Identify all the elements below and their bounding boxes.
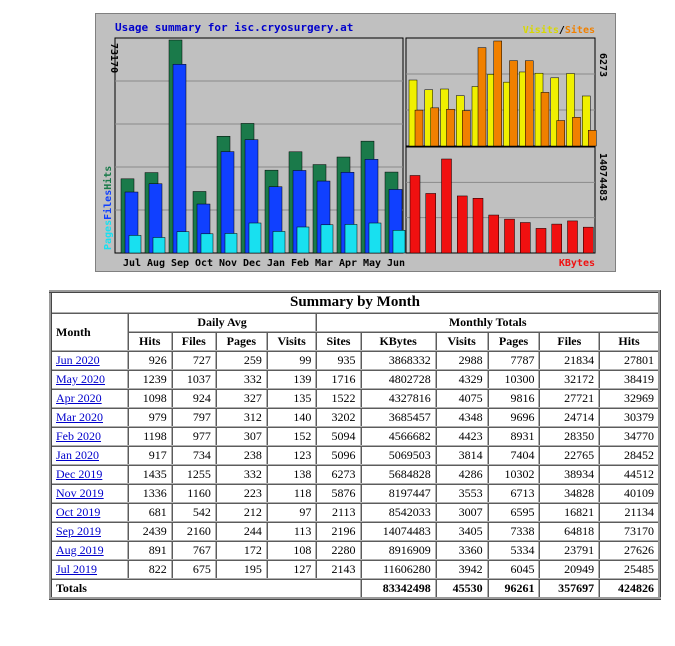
table-cell: 5096 bbox=[316, 446, 360, 465]
kbytes-bar bbox=[426, 193, 436, 253]
table-cell: 118 bbox=[267, 484, 317, 503]
table-row bbox=[51, 560, 660, 579]
sites-bar bbox=[510, 61, 518, 146]
table-cell: 307 bbox=[216, 427, 267, 446]
left-ymax-label: 73170 bbox=[108, 43, 119, 74]
column-header: KBytes bbox=[361, 332, 436, 351]
left-axis-label: PagesFilesHits bbox=[103, 165, 114, 250]
table-cell: 5069503 bbox=[361, 446, 436, 465]
totals-cell: Totals bbox=[51, 579, 361, 599]
table-cell: 542 bbox=[172, 503, 216, 522]
table-cell: 4423 bbox=[436, 427, 488, 446]
month-cell bbox=[51, 408, 128, 427]
kbytes-bar bbox=[505, 219, 515, 253]
table-cell: 8931 bbox=[488, 427, 540, 446]
table-cell: 7338 bbox=[488, 522, 540, 541]
month-link[interactable]: Sep 2019 bbox=[56, 524, 101, 538]
kbytes-bar bbox=[489, 215, 499, 253]
table-cell: 44512 bbox=[599, 465, 659, 484]
table-cell: 4348 bbox=[436, 408, 488, 427]
table-cell: 734 bbox=[172, 446, 216, 465]
table-cell: 21834 bbox=[539, 351, 599, 370]
summary-table bbox=[49, 290, 661, 600]
month-link[interactable]: Apr 2020 bbox=[56, 391, 102, 405]
pages-bar bbox=[225, 233, 237, 253]
table-cell: 4075 bbox=[436, 389, 488, 408]
pages-bar bbox=[297, 227, 309, 253]
month-header: Month bbox=[51, 313, 128, 351]
month-link[interactable]: May 2020 bbox=[56, 372, 105, 386]
column-header: Files bbox=[539, 332, 599, 351]
daily-avg-header: Daily Avg bbox=[128, 313, 317, 332]
x-tick-label: Jul bbox=[122, 258, 142, 269]
table-cell: 332 bbox=[216, 465, 267, 484]
sites-bar bbox=[431, 108, 439, 146]
table-cell: 2143 bbox=[316, 560, 360, 579]
table-cell: 10300 bbox=[488, 370, 540, 389]
kbytes-bar bbox=[568, 221, 578, 253]
column-header: Files bbox=[172, 332, 216, 351]
table-cell: 2160 bbox=[172, 522, 216, 541]
x-tick-label: Mar bbox=[314, 258, 334, 269]
totals-cell: 96261 bbox=[488, 579, 540, 599]
table-cell: 32172 bbox=[539, 370, 599, 389]
month-link[interactable]: Dec 2019 bbox=[56, 467, 103, 481]
table-cell: 16821 bbox=[539, 503, 599, 522]
table-cell: 14074483 bbox=[361, 522, 436, 541]
table-cell: 25485 bbox=[599, 560, 659, 579]
table-cell: 238 bbox=[216, 446, 267, 465]
table-cell: 1435 bbox=[128, 465, 172, 484]
column-header: Hits bbox=[128, 332, 172, 351]
month-cell bbox=[51, 484, 128, 503]
kbytes-legend: KBytes bbox=[558, 258, 595, 269]
table-cell: 123 bbox=[267, 446, 317, 465]
sites-bar bbox=[541, 92, 549, 146]
table-cell: 5684828 bbox=[361, 465, 436, 484]
table-cell: 327 bbox=[216, 389, 267, 408]
table-cell: 675 bbox=[172, 560, 216, 579]
table-cell: 6045 bbox=[488, 560, 540, 579]
sites-bar bbox=[478, 48, 486, 146]
kbytes-bar bbox=[442, 159, 452, 253]
table-cell: 1037 bbox=[172, 370, 216, 389]
pages-bar bbox=[369, 223, 381, 253]
table-cell: 5334 bbox=[488, 541, 540, 560]
x-tick-label: Oct bbox=[194, 258, 214, 269]
table-row bbox=[51, 465, 660, 484]
table-cell: 5094 bbox=[316, 427, 360, 446]
table-cell: 3868332 bbox=[361, 351, 436, 370]
table-cell: 244 bbox=[216, 522, 267, 541]
table-row bbox=[51, 484, 660, 503]
table-cell: 1239 bbox=[128, 370, 172, 389]
column-header: Visits bbox=[267, 332, 317, 351]
table-cell: 73170 bbox=[599, 522, 659, 541]
table-row bbox=[51, 503, 660, 522]
pages-bar bbox=[249, 223, 261, 253]
table-cell: 979 bbox=[128, 408, 172, 427]
table-cell: 1160 bbox=[172, 484, 216, 503]
table-cell: 917 bbox=[128, 446, 172, 465]
column-header: Hits bbox=[599, 332, 659, 351]
table-cell: 34828 bbox=[539, 484, 599, 503]
kbytes-bar bbox=[552, 224, 562, 253]
table-cell: 4286 bbox=[436, 465, 488, 484]
table-cell: 935 bbox=[316, 351, 360, 370]
table-cell: 30379 bbox=[599, 408, 659, 427]
table-row bbox=[51, 370, 660, 389]
table-cell: 172 bbox=[216, 541, 267, 560]
month-link[interactable]: Feb 2020 bbox=[56, 429, 101, 443]
month-link[interactable]: Jul 2019 bbox=[56, 562, 98, 576]
table-cell: 21134 bbox=[599, 503, 659, 522]
month-cell bbox=[51, 446, 128, 465]
table-cell: 2196 bbox=[316, 522, 360, 541]
table-cell: 135 bbox=[267, 389, 317, 408]
table-cell: 8197447 bbox=[361, 484, 436, 503]
table-cell: 7787 bbox=[488, 351, 540, 370]
month-cell bbox=[51, 503, 128, 522]
table-row bbox=[51, 446, 660, 465]
pages-bar bbox=[201, 234, 213, 253]
pages-bar bbox=[273, 231, 285, 253]
column-header: Pages bbox=[488, 332, 540, 351]
month-cell bbox=[51, 560, 128, 579]
sites-bar bbox=[525, 61, 533, 146]
table-cell: 28350 bbox=[539, 427, 599, 446]
table-cell: 312 bbox=[216, 408, 267, 427]
kbytes-bar bbox=[536, 228, 546, 253]
table-cell: 8916909 bbox=[361, 541, 436, 560]
visits-sites-legend: Visits/Sites bbox=[522, 25, 595, 36]
table-cell: 4327816 bbox=[361, 389, 436, 408]
pages-bar bbox=[153, 237, 165, 253]
table-cell: 681 bbox=[128, 503, 172, 522]
table-cell: 1716 bbox=[316, 370, 360, 389]
month-cell bbox=[51, 465, 128, 484]
table-cell: 127 bbox=[267, 560, 317, 579]
column-header: Pages bbox=[216, 332, 267, 351]
x-tick-label: Jan bbox=[266, 258, 286, 269]
table-cell: 38934 bbox=[539, 465, 599, 484]
totals-row bbox=[51, 579, 660, 599]
table-cell: 38419 bbox=[599, 370, 659, 389]
table-cell: 28452 bbox=[599, 446, 659, 465]
bottom-right-ymax-label: 14074483 bbox=[597, 153, 608, 202]
table-cell: 767 bbox=[172, 541, 216, 560]
kbytes-bar bbox=[457, 196, 467, 253]
totals-cell: 45530 bbox=[436, 579, 488, 599]
table-cell: 99 bbox=[267, 351, 317, 370]
x-tick-label: Nov bbox=[218, 258, 238, 269]
pages-bar bbox=[321, 225, 333, 253]
sites-bar bbox=[415, 110, 423, 146]
monthly-totals-header: Monthly Totals bbox=[316, 313, 659, 332]
table-cell: 6713 bbox=[488, 484, 540, 503]
table-cell: 9696 bbox=[488, 408, 540, 427]
month-cell bbox=[51, 370, 128, 389]
table-cell: 27801 bbox=[599, 351, 659, 370]
kbytes-bar bbox=[473, 198, 483, 253]
totals-cell: 83342498 bbox=[361, 579, 436, 599]
table-cell: 332 bbox=[216, 370, 267, 389]
sites-bar bbox=[494, 41, 502, 146]
x-tick-label: Aug bbox=[146, 258, 166, 269]
pages-bar bbox=[177, 232, 189, 253]
table-cell: 8542033 bbox=[361, 503, 436, 522]
table-cell: 138 bbox=[267, 465, 317, 484]
x-tick-label: Sep bbox=[170, 258, 190, 269]
table-cell: 1098 bbox=[128, 389, 172, 408]
sites-bar bbox=[588, 130, 596, 146]
totals-cell: 357697 bbox=[539, 579, 599, 599]
usage-chart-svg bbox=[95, 13, 616, 272]
table-cell: 1522 bbox=[316, 389, 360, 408]
table-row bbox=[51, 541, 660, 560]
pages-bar bbox=[393, 230, 405, 253]
sites-bar bbox=[557, 121, 565, 146]
table-cell: 212 bbox=[216, 503, 267, 522]
top-right-ymax-label: 6273 bbox=[597, 53, 608, 78]
table-cell: 23791 bbox=[539, 541, 599, 560]
table-cell: 152 bbox=[267, 427, 317, 446]
table-cell: 108 bbox=[267, 541, 317, 560]
table-cell: 7404 bbox=[488, 446, 540, 465]
table-cell: 3685457 bbox=[361, 408, 436, 427]
x-tick-label: May bbox=[362, 258, 382, 269]
table-cell: 2988 bbox=[436, 351, 488, 370]
table-cell: 924 bbox=[172, 389, 216, 408]
pages-bar bbox=[345, 224, 357, 253]
table-cell: 3942 bbox=[436, 560, 488, 579]
table-cell: 259 bbox=[216, 351, 267, 370]
sites-bar bbox=[447, 109, 455, 146]
table-cell: 3360 bbox=[436, 541, 488, 560]
table-cell: 113 bbox=[267, 522, 317, 541]
table-cell: 3405 bbox=[436, 522, 488, 541]
table-cell: 1336 bbox=[128, 484, 172, 503]
table-cell: 3553 bbox=[436, 484, 488, 503]
table-cell: 34770 bbox=[599, 427, 659, 446]
table-cell: 64818 bbox=[539, 522, 599, 541]
table-cell: 4329 bbox=[436, 370, 488, 389]
month-cell bbox=[51, 351, 128, 370]
x-tick-label: Jun bbox=[386, 258, 406, 269]
table-cell: 727 bbox=[172, 351, 216, 370]
table-row bbox=[51, 351, 660, 370]
table-cell: 1255 bbox=[172, 465, 216, 484]
table-cell: 27626 bbox=[599, 541, 659, 560]
table-cell: 822 bbox=[128, 560, 172, 579]
x-tick-label: Apr bbox=[338, 258, 358, 269]
table-cell: 5876 bbox=[316, 484, 360, 503]
table-cell: 223 bbox=[216, 484, 267, 503]
table-cell: 1198 bbox=[128, 427, 172, 446]
table-cell: 140 bbox=[267, 408, 317, 427]
table-cell: 4566682 bbox=[361, 427, 436, 446]
files-bar bbox=[173, 64, 186, 253]
month-link[interactable]: Mar 2020 bbox=[56, 410, 103, 424]
column-header-row bbox=[51, 332, 660, 351]
table-cell: 2113 bbox=[316, 503, 360, 522]
table-cell: 3202 bbox=[316, 408, 360, 427]
table-cell: 3007 bbox=[436, 503, 488, 522]
kbytes-bar bbox=[520, 223, 530, 253]
table-cell: 797 bbox=[172, 408, 216, 427]
table-cell: 9816 bbox=[488, 389, 540, 408]
table-cell: 3814 bbox=[436, 446, 488, 465]
table-cell: 10302 bbox=[488, 465, 540, 484]
x-tick-label: Dec bbox=[242, 258, 262, 269]
table-cell: 32969 bbox=[599, 389, 659, 408]
table-cell: 926 bbox=[128, 351, 172, 370]
month-link[interactable]: Jan 2020 bbox=[56, 448, 99, 462]
table-row bbox=[51, 389, 660, 408]
table-cell: 11606280 bbox=[361, 560, 436, 579]
table-row bbox=[51, 427, 660, 446]
month-link[interactable]: Aug 2019 bbox=[56, 543, 104, 557]
kbytes-bar bbox=[410, 175, 420, 253]
table-row bbox=[51, 408, 660, 427]
month-link[interactable]: Jun 2020 bbox=[56, 353, 100, 367]
totals-cell: 424826 bbox=[599, 579, 659, 599]
month-cell bbox=[51, 522, 128, 541]
table-cell: 20949 bbox=[539, 560, 599, 579]
table-cell: 891 bbox=[128, 541, 172, 560]
table-cell: 977 bbox=[172, 427, 216, 446]
usage-chart bbox=[95, 13, 616, 272]
pages-bar bbox=[129, 235, 141, 253]
summary-title: Summary by Month bbox=[51, 292, 660, 314]
month-link[interactable]: Oct 2019 bbox=[56, 505, 101, 519]
table-cell: 6595 bbox=[488, 503, 540, 522]
month-link[interactable]: Nov 2019 bbox=[56, 486, 104, 500]
x-tick-label: Feb bbox=[290, 258, 310, 269]
kbytes-bar bbox=[583, 227, 593, 253]
table-cell: 22765 bbox=[539, 446, 599, 465]
table-cell: 27721 bbox=[539, 389, 599, 408]
month-cell bbox=[51, 389, 128, 408]
chart-title: Usage summary for isc.cryosurgery.at bbox=[115, 21, 354, 34]
table-cell: 139 bbox=[267, 370, 317, 389]
table-cell: 4802728 bbox=[361, 370, 436, 389]
column-header: Sites bbox=[316, 332, 360, 351]
table-cell: 6273 bbox=[316, 465, 360, 484]
table-cell: 24714 bbox=[539, 408, 599, 427]
sites-bar bbox=[462, 111, 470, 146]
month-cell bbox=[51, 541, 128, 560]
table-cell: 40109 bbox=[599, 484, 659, 503]
table-cell: 2280 bbox=[316, 541, 360, 560]
table-cell: 2439 bbox=[128, 522, 172, 541]
table-row bbox=[51, 522, 660, 541]
column-header: Visits bbox=[436, 332, 488, 351]
sites-bar bbox=[573, 117, 581, 146]
month-cell bbox=[51, 427, 128, 446]
table-cell: 97 bbox=[267, 503, 317, 522]
table-cell: 195 bbox=[216, 560, 267, 579]
